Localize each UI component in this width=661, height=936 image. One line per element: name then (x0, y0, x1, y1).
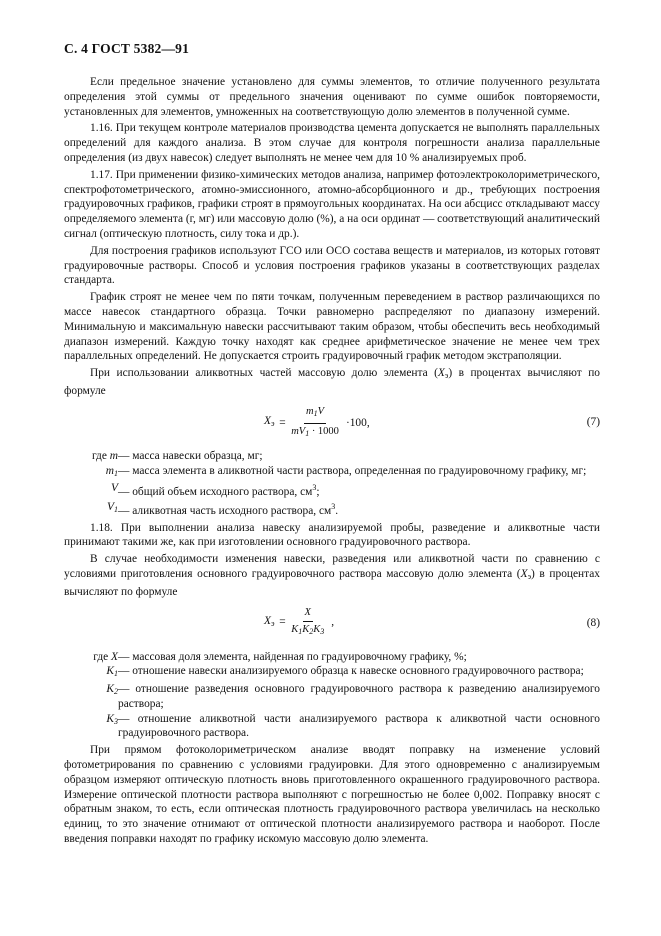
legend-item: $K_1$ — отношение навески анализируемого образца к навеске основного градуировочного раствора; (106, 665, 584, 679)
legend-item: где m — масса навески образца, мг; (91, 449, 263, 462)
paragraph-sum-limit: Если предельное значение установлено для суммы элементов, то отличие полученного результата определения этой суммы от предельного значения оценивают по сумме ошибок повторяемости, установленных для элементов, умноженных на соответствующую долю элементов в полученной сумме. (64, 76, 600, 118)
legend-item: $K_3$ — отношение аликвотной части анализируемого раствора к аликвотной части основного градуировочного раствора. (106, 712, 600, 740)
formula-8-fraction: $\frac{X}{K_1K_2K_3}$ (291, 606, 325, 637)
legend-item: где X — массовая доля элемента, найденная по градуировочному графику, %; (93, 650, 467, 663)
page-header: С. 4 ГОСТ 5382—91 (64, 41, 190, 56)
paragraph-aliquot-formula-intro: При использовании аликвотных частей массовую долю элемента $(X_э)$ в процентах вычисляют по формуле (64, 367, 600, 397)
legend-item: $m_1$ — масса элемента в аликвотной части раствора, определенная по градуировочному графику, мг; (105, 464, 587, 478)
formula-7-fraction: $\frac{m_1V}{mV_1 \cdot 1000}$ (291, 405, 339, 438)
formula-7-legend (64, 449, 600, 519)
formula-8-legend (64, 650, 600, 742)
legend-item: V — общий объем исходного раствора, $см^3$; (111, 482, 320, 499)
document-body (64, 75, 600, 849)
paragraph-photometric-correction: При прямом фотоколориметрическом анализе вводят поправку на изменение условий фотометрирования по сравнению с условиями градуировки. Для этого одновременно с анализируемым образцом измеряют оптическую плотность вновь приготовленного окрашенного градуировочного раствора. Измерение оптической плотности раствора выполняют с погрешностью не более 0,002. Поправку вносят с обратным знаком, то есть, если оптическая плотность градуировочного раствора увеличилась на несколько единиц, то это значение отнимают от оптической плотности анализируемого раствора и наоборот. После введения поправки находят по графику искомую массовую долю элемента. (64, 744, 600, 846)
paragraph-1-16: 1.16. При текущем контроле материалов производства цемента допускается не выполнять параллельных определений для каждого анализа. В этом случае для контроля погрешности анализа параллельные определения (из двух навесок) следует выполнять не менее чем для 10 % анализируемых проб. (64, 122, 600, 164)
legend-item: $V_1$ — аликвотная часть исходного раствора, $см^3$. (107, 500, 339, 517)
paragraph-1-18: 1.18. При выполнении анализа навеску анализируемой пробы, разведение и аликвотные части принимают такими же, как при изготовлении основного градуировочного раствора. (64, 521, 600, 549)
formula-7: $X_э$ = $\frac{m_1V}{mV_1 \cdot 1000}$ ·100, (7) (64, 403, 600, 443)
formula-7-number: (7) (586, 415, 600, 428)
paragraph-graph-construction: Для построения графиков используют ГСО или ОСО состава веществ и материалов, из которых готовят градуировочные растворы. Способ и условия построения графиков указаны в соответствующих разделах стандарта. (64, 244, 600, 287)
legend-item: $K_2$ — отношение разведения основного градуировочного раствора к разведению анализируемого раствора; (106, 683, 600, 710)
formula-8-number: (8) (586, 616, 600, 629)
formula-8: $X_э$ = $\frac{X}{K_1K_2K_3}$ , (8) (64, 604, 600, 644)
paragraph-changed-conditions-intro: В случае необходимости изменения навески, разведения или аликвотной части по сравнению с условиями приготовления основного градуировочного раствора массовую долю элемента $(X_э)$ в процентах вычисляют по формуле (64, 553, 601, 598)
paragraph-1-17: 1.17. При применении физико-химических методов анализа, например фотоэлектроколориметрического, спектрофотометрического, атомно-эмиссионного, атомно-абсорбционного и др., требующих построения градуировочных графиков, графики строят в прямоугольных координатах. На оси абсцисс откладывают массу определяемого элемента (г, мг) или массовую долю (%), а на оси ординат — соответствующий аналитический сигнал (оптическую плотность, силу тока и др.). (64, 168, 600, 240)
paragraph-graph-points: График строят не менее чем по пяти точкам, полученным переведением в раствор различающихся по массе навесок стандартного образца. Точки равномерно распределяют по диапазону измерений. Минимальную и максимальную навески рассчитывают таким образом, чтобы обеспечить весь необходимый диапазон измерений. Каждую точку находят как среднее арифметическое значение не менее чем трех параллельных определений. Не допускается строить градуировочный график методом экстраполяции. (64, 291, 600, 363)
